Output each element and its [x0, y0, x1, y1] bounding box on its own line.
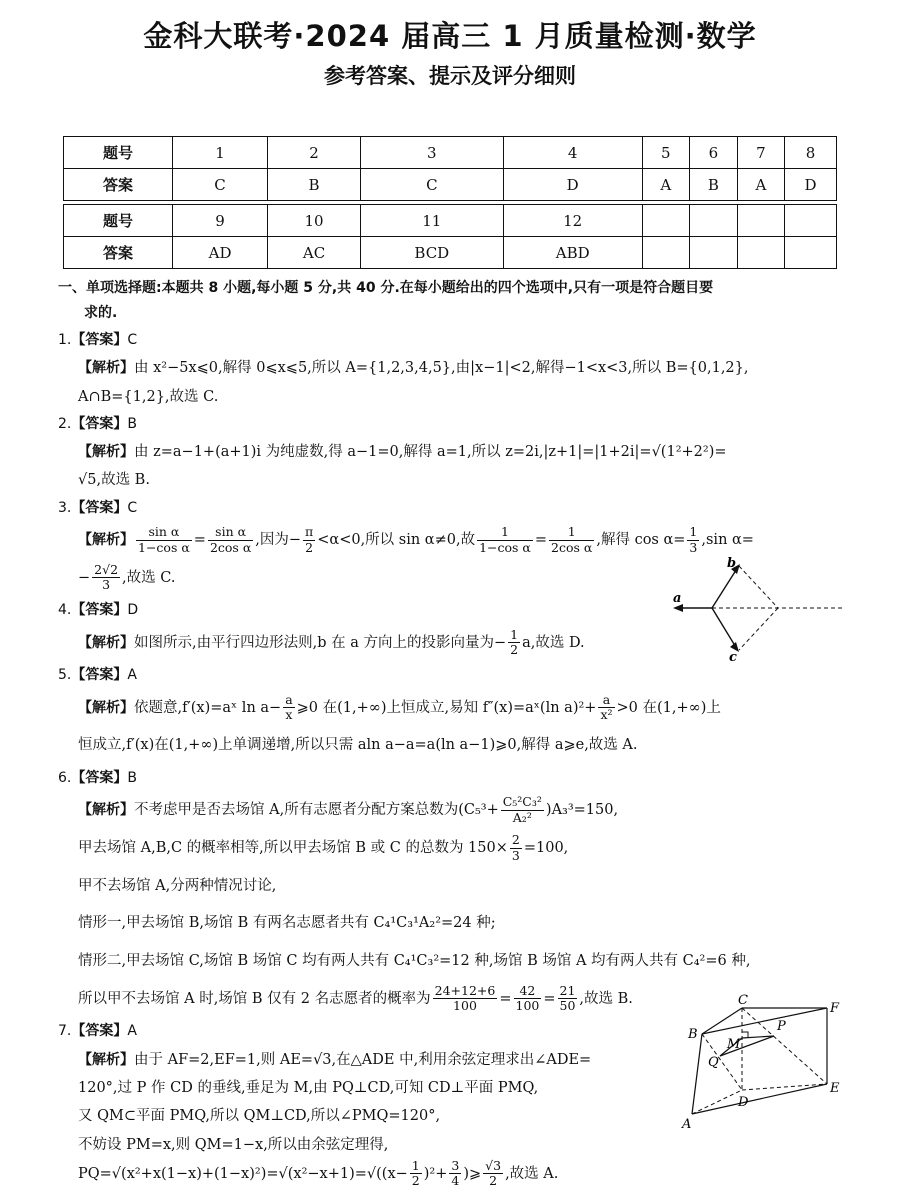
q2-analysis: 【解析】由 z=a−1+(a+1)i 为纯虚数,得 a−1=0,解得 a=1,所以 z=2i,|z+1|=|1+2i|=√(1²+2²)= √5,故选 B.	[78, 444, 727, 489]
section-heading: 一、单项选择题:本题共 8 小题,每小题 5 分,共 40 分.在每小题给出的四个选项中,只有一项是符合题目要 求的.	[58, 280, 714, 321]
label-Q: Q	[708, 1055, 719, 1070]
cell: C	[173, 169, 268, 201]
label-a: a	[673, 591, 682, 606]
cell	[785, 237, 837, 269]
cell: A	[642, 169, 689, 201]
label-B: B	[688, 1027, 698, 1042]
cell: AD	[173, 237, 268, 269]
vector-b	[712, 567, 738, 608]
row-label: 答案	[64, 237, 173, 269]
answer-table	[63, 136, 837, 269]
q3-analysis: 【解析】 $\frac{\text{sin α}}{\text{1−cos α}}$ = $\frac{\text{sin α}}{\text{2cos α}}$ ,因为− $\frac{\pi}{2}$ <α<0,所以 sin α≠0,故 $\frac{1}{\text{1−cos α}}$ = $\frac{1}{\text{2cos α}}$ ,解得 cos α= $\frac{1}{3}$ ,sin α= − $\frac{2√2}{3}$ ,故选 C.	[78, 524, 754, 593]
label-P: P	[777, 1019, 786, 1034]
cell	[737, 205, 784, 237]
cell: A	[737, 169, 784, 201]
q4-answer: 4.【答案】D	[58, 602, 139, 619]
cell: 4	[503, 137, 642, 169]
q7-answer: 7.【答案】A	[58, 1023, 137, 1040]
row-label: 题号	[64, 137, 173, 169]
label-A: A	[682, 1117, 692, 1132]
q1-analysis: 【解析】由 x²−5x⩽0,解得 0⩽x⩽5,所以 A={1,2,3,4,5},由|x−1|<2,解得−1<x<3,所以 B={0,1,2}, A∩B={1,2},故选 C.	[78, 360, 749, 405]
cell: D	[785, 169, 837, 201]
q3-answer: 3.【答案】C	[58, 499, 138, 516]
cell	[689, 237, 737, 269]
label-E: E	[830, 1081, 840, 1096]
cell: D	[503, 169, 642, 201]
label-b: b	[727, 556, 737, 571]
edge-bf	[702, 1008, 827, 1034]
table-row	[64, 237, 837, 269]
cell: AC	[268, 237, 361, 269]
vector-figure	[665, 555, 855, 665]
vector-c	[712, 608, 737, 649]
cell: ABD	[503, 237, 642, 269]
dashed-line	[739, 608, 778, 650]
q1-answer: 1.【答案】C	[58, 332, 138, 348]
cell: C	[360, 169, 503, 201]
prism-figure	[672, 994, 852, 1134]
label-c: c	[729, 650, 737, 665]
label-M: M	[727, 1037, 741, 1052]
cell	[689, 205, 737, 237]
cell: 1	[173, 137, 268, 169]
q6-analysis: 【解析】不考虑甲是否去场馆 A,所有志愿者分配方案总数为(C₅³+ $\frac{\text{C₅²C₃²}}{\text{A₂²}}$ )A₃³=150, 甲去场馆 A,B,C 的概率相等,所以甲去场馆 B 或 C 的总数为 150× $\frac{2}{3}$ =100, 甲不去场馆 A,分两种情况讨论, 情形一,甲去场馆 B,场馆 B 有两名志愿者共有 C₄¹C₃¹A₂²=24 种; 情形二,甲去场馆 C,场馆 B 场馆 C 均有两人共有 C₄¹C₃²=12 种,场馆 B 场馆 A 均有两人共有 C₄²=6 种, 所以甲不去场馆 A 时,场馆 B 仅有 2 名志愿者的概率为 $\frac{24+12+6}{100}$ = $\frac{42}{100}$ = $\frac{21}{50}$ ,故选 B.	[78, 794, 751, 1014]
cell: 6	[689, 137, 737, 169]
table-row	[64, 205, 837, 237]
edge-ad	[692, 1090, 742, 1114]
cell: 2	[268, 137, 361, 169]
cell	[642, 237, 689, 269]
q7-analysis: 【解析】由于 AF=2,EF=1,则 AE=√3,在△ADE 中,利用余弦定理求出∠ADE= 120°,过 P 作 CD 的垂线,垂足为 M,由 PQ⊥CD,可知 CD⊥平面 PMQ, 又 QM⊂平面 PMQ,所以 QM⊥CD,所以∠PMQ=120°, 不妨设 PM=x,则 QM=1−x,所以由余弦定理得, PQ=√(x²+x(1−x)+(1−x)²)=√(x²−x+1)=√((x− $\frac{1}{2}$ )²+ $\frac{3}{4}$ )⩾ $\frac{√3}{2}$ ,故选 A.	[78, 1051, 592, 1189]
q6-answer: 6.【答案】B	[58, 770, 137, 787]
cell	[737, 237, 784, 269]
dashed-line	[739, 566, 778, 608]
q5-analysis: 【解析】依题意,f′(x)=aˣ ln a− $\frac{a}{x}$ ⩾0 在(1,+∞)上恒成立,易知 f″(x)=aˣ(ln a)²+ $\frac{a}{\text{x²}}$ >0 在(1,+∞)上 恒成立,f′(x)在(1,+∞)上单调递增,所以只需 aln a−a=a(ln a−1)⩾0,解得 a⩾e,故选 A.	[78, 691, 721, 754]
cell: B	[268, 169, 361, 201]
page-subtitle: 参考答案、提示及评分细则	[324, 64, 576, 88]
edge-ba	[692, 1034, 702, 1114]
label-D: D	[738, 1095, 749, 1110]
label-F: F	[830, 1001, 840, 1016]
cell	[642, 205, 689, 237]
q4-analysis: 【解析】如图所示,由平行四边形法则,b 在 a 方向上的投影向量为− $\frac{1}{2}$ a,故选 D.	[78, 626, 585, 658]
cell: 10	[268, 205, 361, 237]
cell: 11	[360, 205, 503, 237]
cell: 8	[785, 137, 837, 169]
table-row	[64, 169, 837, 201]
cell: 5	[642, 137, 689, 169]
table-row	[64, 137, 837, 169]
cell: B	[689, 169, 737, 201]
cell: BCD	[360, 237, 503, 269]
row-label: 题号	[64, 205, 173, 237]
row-label: 答案	[64, 169, 173, 201]
label-C: C	[738, 994, 748, 1008]
cell	[785, 205, 837, 237]
cell: 3	[360, 137, 503, 169]
cell: 12	[503, 205, 642, 237]
q2-answer: 2.【答案】B	[58, 415, 137, 432]
page-title: 金科大联考·2024 届高三 1 月质量检测·数学	[143, 19, 757, 53]
q5-answer: 5.【答案】A	[58, 667, 137, 684]
cell: 7	[737, 137, 784, 169]
cell: 9	[173, 205, 268, 237]
